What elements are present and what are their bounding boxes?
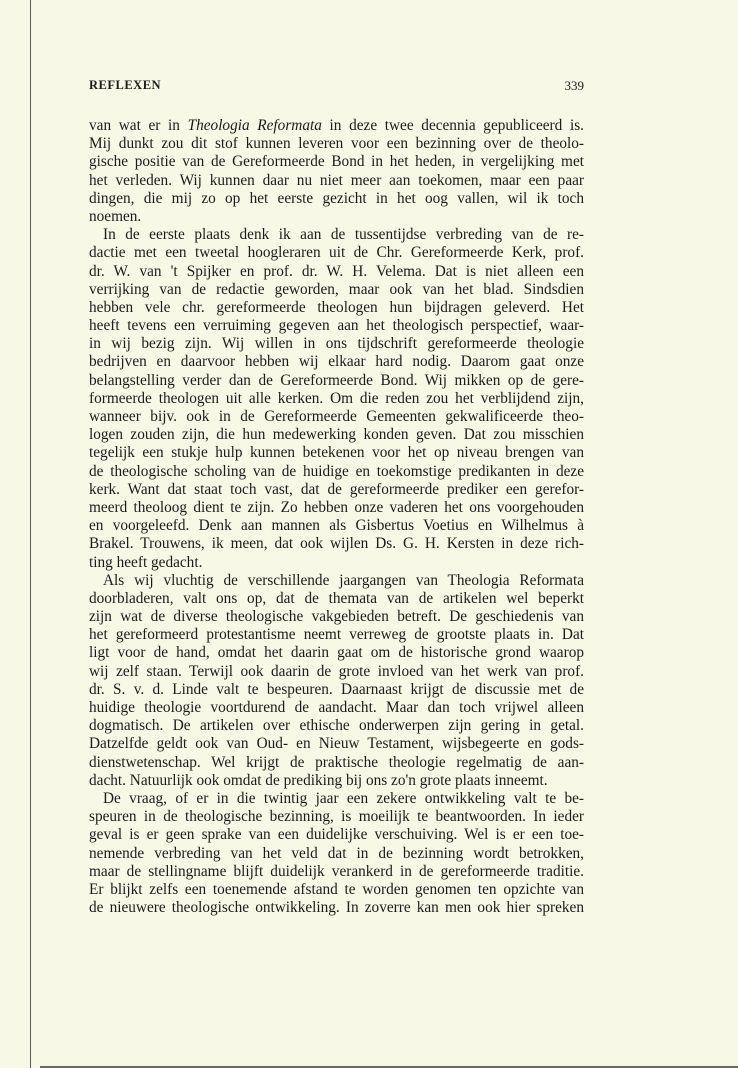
text-line: hebben vele chr. gereformeerde theologen hun bijdragen geleverd. Het <box>89 298 584 316</box>
body-text <box>89 117 584 917</box>
page-number: 339 <box>564 78 584 93</box>
text-line: dactie met een tweetal hoogleraren uit de Chr. Gereformeerde Kerk, prof. <box>89 244 584 262</box>
text-line: geval is er geen sprake van een duidelijke verschuiving. Wel is er een toe- <box>89 826 584 844</box>
journal-title-italic: Theologia Reformata <box>187 117 322 134</box>
text-line: dogmatisch. De artikelen over ethische onderwerpen zijn gering in getal. <box>89 717 584 735</box>
text-line: kerk. Want dat staat toch vast, dat de gereformeerde prediker een gerefor- <box>89 480 584 498</box>
text-line: dienstwetenschap. Wel krijgt de praktische theologie regelmatig de aan- <box>89 753 584 771</box>
text-line: noemen. <box>89 207 142 225</box>
text-line: de theologische scholing van de huidige en toekomstige predikanten in deze <box>89 462 584 480</box>
text-line: speuren in de theologische bezinning, is moeilijk te beantwoorden. In ieder <box>89 808 584 826</box>
text-line: ligt voor de hand, omdat het daarin gaat om de historische grond waarop <box>89 644 584 662</box>
text-line: maar de stellingname blijft duidelijk verankerd in de gereformeerde traditie. <box>89 862 584 880</box>
text-line: Brakel. Trouwens, ik meen, dat ook wijlen Ds. G. H. Kersten in deze rich- <box>89 535 584 553</box>
text-line: Als wij vluchtig de verschillende jaargangen van Theologia Reformata <box>103 571 584 589</box>
text-line: bedrijven en daarvoor hebben wij elkaar hard nodig. Daarom gaat onze <box>89 353 584 371</box>
text-line: zijn wat de diverse theologische vakgebieden betreft. De geschiedenis van <box>89 608 584 626</box>
text-line: doorbladeren, valt ons op, dat de themata van de artikelen wel beperkt <box>89 589 584 607</box>
text-line: In de eerste plaats denk ik aan de tussentijdse verbreding van de re- <box>103 226 584 244</box>
text-line: in wij bezig zijn. Wij willen in ons tijdschrift gereformeerde theologie <box>89 335 584 353</box>
text-line: huidige theologie voortdurend de aandacht. Maar dan toch vrijwel alleen <box>89 699 584 716</box>
text-line: wanneer bijv. ook in de Gereformeerde Gemeenten gekwalificeerde theo- <box>89 408 584 425</box>
text-line: dr. S. v. d. Linde valt te bespeuren. Daarnaast krijgt de discussie met de <box>89 680 584 698</box>
text-line: het gereformeerd protestantisme neemt verreweg de grootste plaats in. Dat <box>89 626 584 644</box>
text-line: ting heeft gedacht. <box>89 553 203 571</box>
text-line: formeerde theologen uit alle kerken. Om die reden zou het verblijdend zijn, <box>89 389 584 407</box>
text-line: heeft tevens een verruiming gegeven aan het theologisch perspectief, waar- <box>89 317 584 335</box>
text-line: tegelijk een stukje hulp kunnen betekenen voor het op niveau brengen van <box>89 444 584 462</box>
text-line: van wat er in Theologia Reformata in deze twee decennia gepubliceerd is. <box>89 117 584 134</box>
text-line: dingen, die mij zo op het eerste gezicht in het oog vallen, wil ik toch <box>89 189 584 207</box>
text-line: De vraag, of er in die twintig jaar een zekere ontwikkeling valt te be- <box>103 789 584 807</box>
text-line: dacht. Natuurlijk ook omdat de prediking bij ons zo'n grote plaats inneemt. <box>89 771 548 789</box>
text-line: het verleden. Wij kunnen daar nu niet meer aan toekomen, maar een paar <box>89 171 584 189</box>
text-line: Er blijkt zelfs een toenemende afstand te worden genomen ten opzichte van <box>89 880 584 898</box>
text-line: nemende verbreding van het veld dat in de bezinning wordt betrokken, <box>89 844 584 862</box>
text-line: gische positie van de Gereformeerde Bond in het heden, in vergelijking met <box>89 153 584 171</box>
text-line: logen zouden zijn, die hun medewerking konden geven. Dat zou misschien <box>89 426 584 444</box>
text-line: dr. W. van 't Spijker en prof. dr. W. H. Velema. Dat is niet alleen een <box>89 262 584 280</box>
text-line: de nieuwere theologische ontwikkeling. In zoverre kan men ook hier spreken <box>89 899 584 917</box>
text-line: Datzelfde geldt ook van Oud- en Nieuw Testament, wijsbegeerte en gods- <box>89 735 584 753</box>
text-line: meerd theoloog dient te zijn. Zo hebben onze vaderen het ons voorgehouden <box>89 498 584 516</box>
text-line: Mij dunkt zou dit stof kunnen leveren voor een bezinning over de theolo- <box>89 135 584 153</box>
running-head <box>89 78 584 98</box>
text-line: verrijking van de redactie geworden, maar ook van het blad. Sindsdien <box>89 280 584 298</box>
running-title: REFLEXEN <box>89 78 162 92</box>
text-line: wij zelf staan. Terwijl ook daarin de grote invloed van het werk van prof. <box>89 662 584 680</box>
scan-edge-left <box>30 0 31 1068</box>
text-line: en voorgeleefd. Denk aan mannen als Gisbertus Voetius en Wilhelmus à <box>89 517 584 535</box>
text-line: belangstelling verder dan de Gereformeerde Bond. Wij mikken op de gere- <box>89 371 584 389</box>
